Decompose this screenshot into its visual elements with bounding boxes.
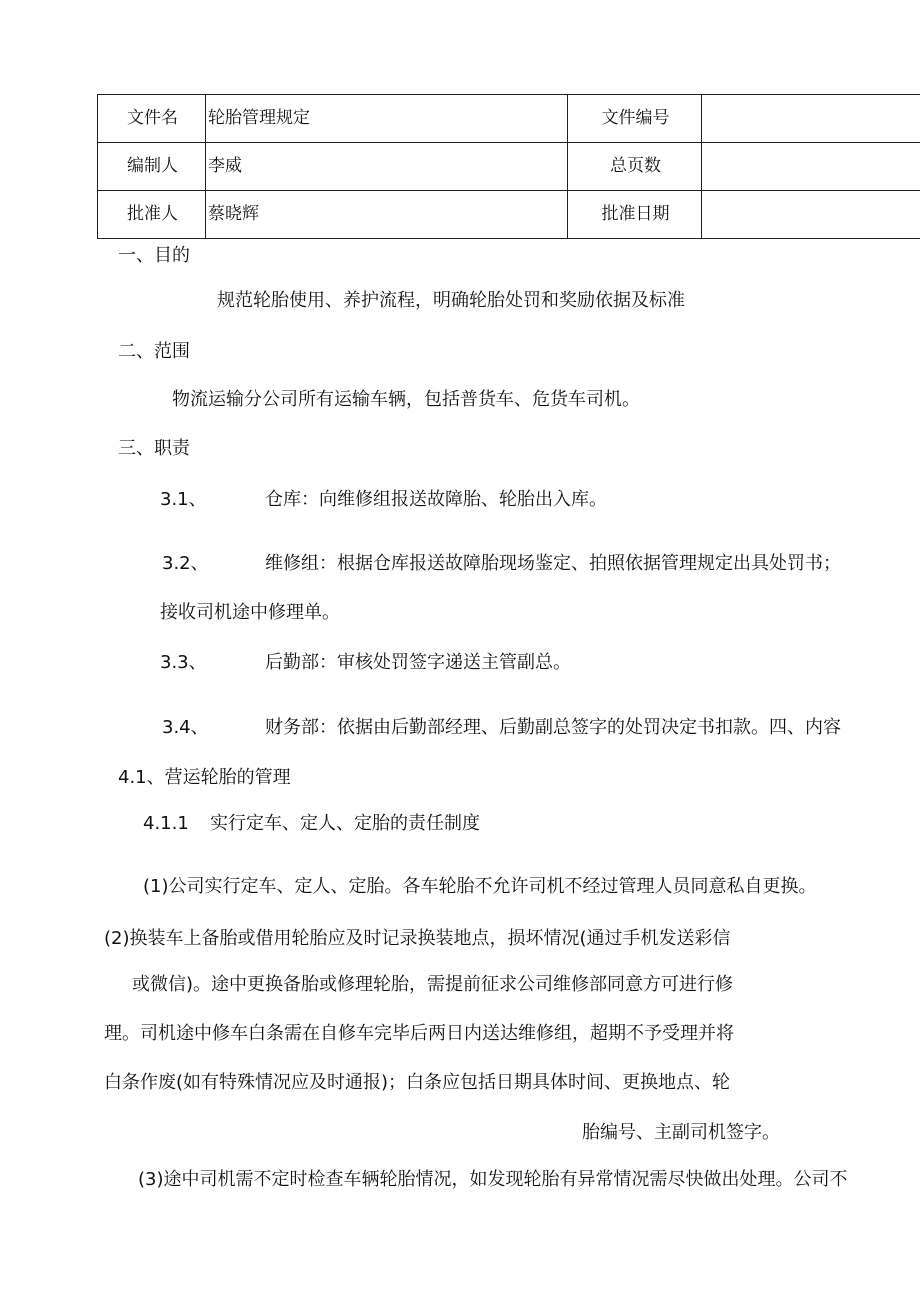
file-name-label: 文件名 (98, 95, 206, 143)
duty-item-number: 3.1、 (160, 489, 207, 510)
total-pages-value (702, 143, 920, 191)
table-row (98, 95, 920, 143)
file-name-value: 轮胎管理规定 (206, 95, 568, 143)
duty-item-number: 3.4、 (162, 717, 209, 738)
table-row (98, 191, 920, 239)
content-paragraph-line: (3)途中司机需不定时检查车辆轮胎情况，如发现轮胎有异常情况需尽快做出处理。公司不 (138, 1169, 848, 1190)
approver-label: 批准人 (98, 191, 206, 239)
section-scope-heading: 二、范围 (118, 341, 190, 362)
section-purpose-text: 规范轮胎使用、养护流程，明确轮胎处罚和奖励依据及标准 (217, 290, 685, 311)
section-purpose-heading: 一、目的 (118, 245, 190, 266)
duty-item-text: 后勤部：审核处罚签字递送主管副总。 (265, 652, 571, 673)
section-scope-text: 物流运输分公司所有运输车辆，包括普货车、危货车司机。 (172, 389, 640, 410)
content-subheading-4-1: 4.1、营运轮胎的管理 (118, 767, 291, 788)
duty-item-text-continued: 接收司机途中修理单。 (160, 602, 340, 623)
author-label: 编制人 (98, 143, 206, 191)
file-number-value (702, 95, 920, 143)
file-number-label: 文件编号 (568, 95, 702, 143)
content-subheading-4-1-1-number: 4.1.1 (143, 813, 189, 834)
content-paragraph-line: 胎编号、主副司机签字。 (582, 1122, 780, 1143)
content-subheading-4-1-1-text: 实行定车、定人、定胎的责任制度 (210, 813, 480, 834)
duty-item-text: 仓库：向维修组报送故障胎、轮胎出入库。 (265, 489, 607, 510)
content-paragraph-line: 或微信)。途中更换备胎或修理轮胎，需提前征求公司维修部同意方可进行修 (132, 974, 734, 995)
content-paragraph-line: 理。司机途中修车白条需在自修车完毕后两日内送达维修组，超期不予受理并将 (104, 1023, 734, 1044)
duty-item-text: 维修组：根据仓库报送故障胎现场鉴定、拍照依据管理规定出具处罚书； (265, 553, 841, 574)
approver-value: 蔡晓辉 (206, 191, 568, 239)
content-paragraph-line: (1)公司实行定车、定人、定胎。各车轮胎不允许司机不经过管理人员同意私自更换。 (143, 876, 817, 897)
total-pages-label: 总页数 (568, 143, 702, 191)
content-paragraph-line: 白条作废(如有特殊情况应及时通报)；白条应包括日期具体时间、更换地点、轮 (104, 1072, 731, 1093)
document-header-table (97, 94, 920, 239)
table-row (98, 143, 920, 191)
author-value: 李威 (206, 143, 568, 191)
approval-date-value (702, 191, 920, 239)
duty-item-number: 3.2、 (162, 553, 209, 574)
content-paragraph-line: (2)换装车上备胎或借用轮胎应及时记录换装地点，损坏情况(通过手机发送彩信 (104, 928, 731, 949)
section-duties-heading: 三、职责 (118, 438, 190, 459)
duty-item-number: 3.3、 (160, 652, 207, 673)
approval-date-label: 批准日期 (568, 191, 702, 239)
duty-item-text: 财务部：依据由后勤部经理、后勤副总签字的处罚决定书扣款。四、内容 (265, 717, 841, 738)
